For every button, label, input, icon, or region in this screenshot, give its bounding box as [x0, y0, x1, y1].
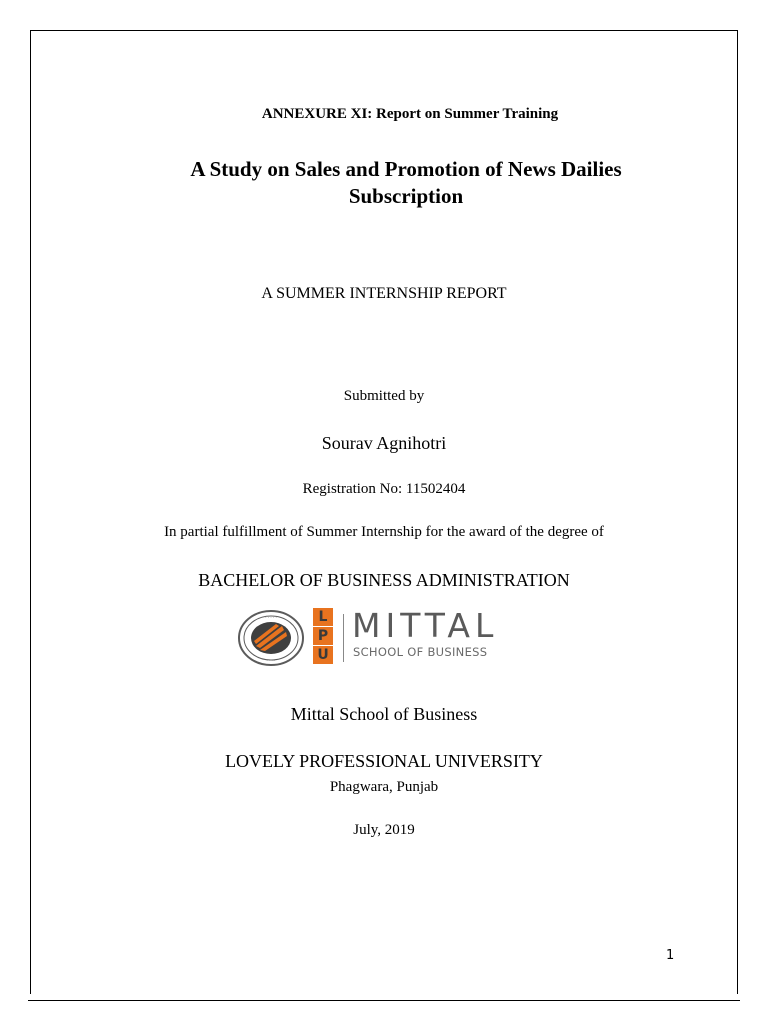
report-type: A SUMMER INTERNSHIP REPORT [261, 285, 507, 302]
footer-rule [28, 1000, 740, 1001]
author-name: Sourav Agnihotri [321, 433, 447, 453]
logo-tagline-text: SCHOOL OF BUSINESS [353, 645, 488, 659]
fulfillment-statement: In partial fulfillment of Summer Internship for the award of the degree of [164, 524, 604, 540]
report-title-line-1: A Study on Sales and Promotion of News Dailies [190, 157, 622, 181]
page-number: 1 [666, 948, 675, 963]
lpu-badge [313, 608, 333, 664]
university-location: Phagwara, Punjab [329, 779, 439, 795]
logo-divider [343, 614, 344, 662]
degree-name: BACHELOR OF BUSINESS ADMINISTRATION [198, 570, 570, 590]
svg-text:· · · ·: · · · · [266, 658, 276, 663]
logo-brand-text: MITTAL [352, 606, 499, 645]
lpu-letter-p: P [313, 627, 333, 645]
lpu-letter-u: U [313, 646, 333, 664]
university-name: LOVELY PROFESSIONAL UNIVERSITY [225, 751, 543, 771]
lpu-letter-l: L [313, 608, 333, 626]
report-title-line-2: Subscription [348, 184, 464, 208]
report-date: July, 2019 [353, 822, 415, 838]
svg-text:· · · · ·: · · · · · [265, 615, 277, 620]
registration-number: Registration No: 11502404 [302, 481, 466, 497]
school-name: Mittal School of Business [290, 704, 478, 724]
annexure-heading: ANNEXURE XI: Report on Summer Training [261, 106, 559, 122]
mittal-school-logo [238, 604, 530, 668]
report-title [22, 156, 768, 210]
lpu-seal-icon [238, 610, 304, 666]
submitted-by-label: Submitted by [343, 388, 425, 404]
